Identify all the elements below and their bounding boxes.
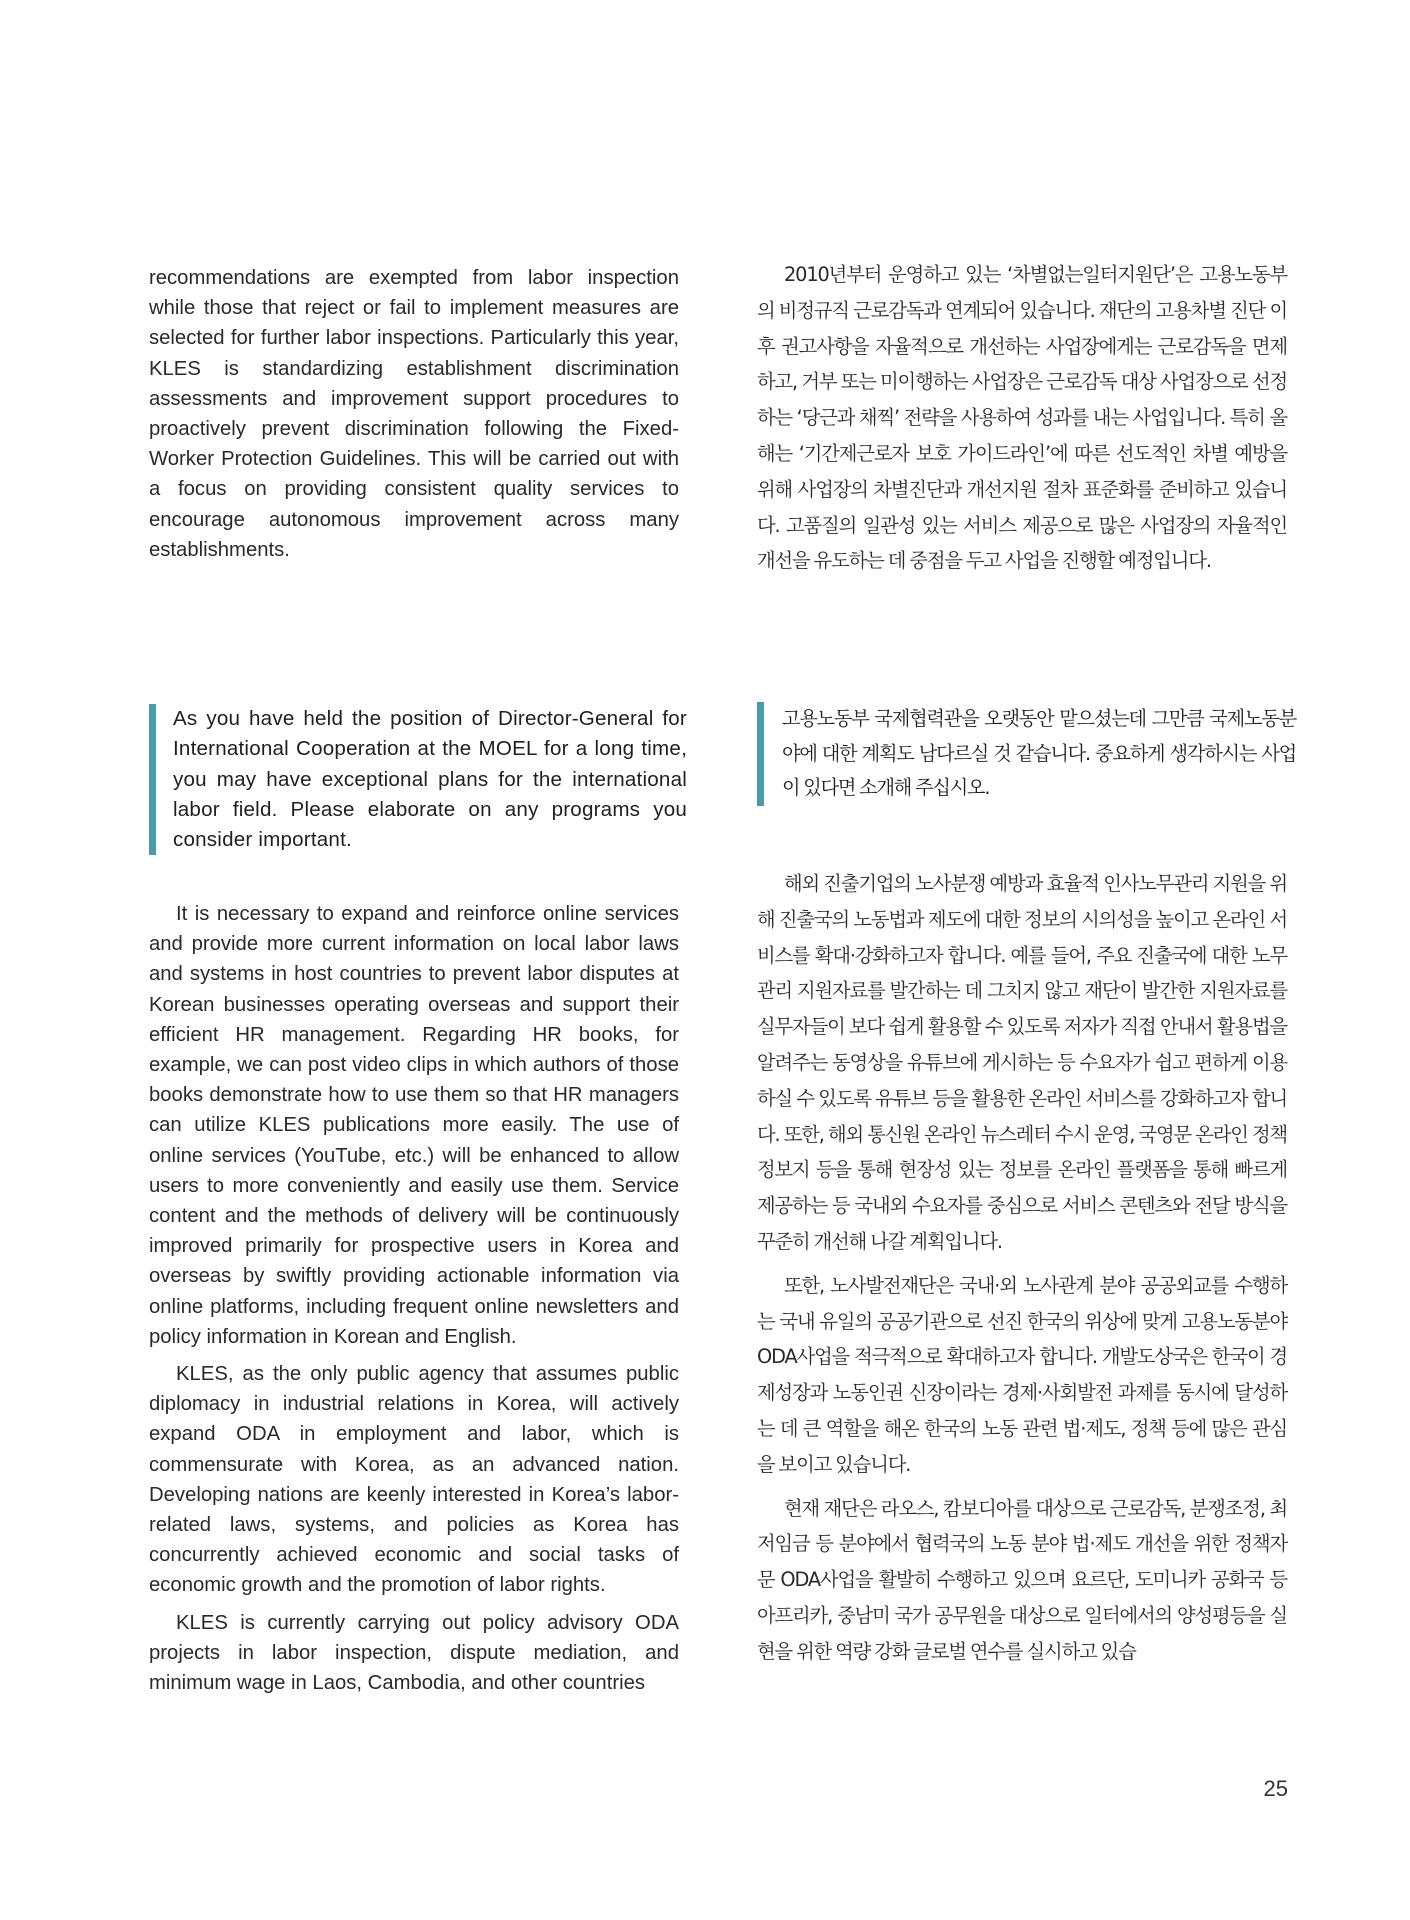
answer-korean-paragraph: 또한, 노사발전재단은 국내·외 노사관계 분야 공공외교를 수행하는 국내 유일의 공공기관으로 선진 한국의 위상에 맞게 고용노동분야 ODA사업을 적극적으로 확대하고자 합니다. 개발도상국은 한국이 경제성장과 노동인권 신장이라는 경제·사회발전 과제를 동시에 달성하는 데 큰 역할을 해온 한국의 노동 관련 법·제도, 정책 등에 많은 관심을 보이고 있습니다. [757,1273,1287,1476]
question-english [149,704,687,855]
answer-english-paragraph: KLES, as the only public agency that assumes public diplomacy in industrial relations in Korea, will actively expand ODA in employment and labor, which is commensurate with Korea, as an advanced nation. Developing nations are keenly interested in Korea’s labor-related laws, systems, and policies as Korea has concurrently achieved economic and social tasks of economic growth and the promotion of labor rights. [149,1363,679,1597]
page-number: 25 [1263,1776,1288,1801]
intro-korean-paragraph: 2010년부터 운영하고 있는 ‘차별없는일터지원단’은 고용노동부의 비정규직 근로감독과 연계되어 있습니다. 재단의 고용차별 진단 이후 권고사항을 자율적으로 개선하는 사업장에게는 근로감독을 면제하고, 거부 또는 미이행하는 사업장은 근로감독 대상 사업장으로 선정하는 ‘당근과 채찍’ 전략을 사용하여 성과를 내는 사업입니다. 특히 올해는 ‘기간제근로자 보호 가이드라인’에 따른 선도적인 차별 예방을 위해 사업장의 차별진단과 개선지원 절차 표준화를 준비하고 있습니다. 고품질의 일관성 있는 서비스 제공으로 많은 사업장의 자율적인 개선을 유도하는 데 중점을 두고 사업을 진행할 예정입니다. [757,263,1287,573]
answer-korean-column [757,866,1287,1670]
intro-korean-column [757,257,1287,579]
answer-korean-paragraph: 현재 재단은 라오스, 캄보디아를 대상으로 근로감독, 분쟁조정, 최저임금 등 분야에서 협력국의 노동 분야 법·제도 개선을 위한 정책자문 ODA사업을 활발히 수행하고 있으며 요르단, 도미니카 공화국 등 아프리카, 중남미 국가 공무원을 대상으로 일터에서의 양성평등을 실현을 위한 역량 강화 글로벌 연수를 실시하고 있습 [757,1496,1287,1663]
question-korean [757,702,1296,806]
answer-korean-paragraph: 해외 진출기업의 노사분쟁 예방과 효율적 인사노무관리 지원을 위해 진출국의 노동법과 제도에 대한 정보의 시의성을 높이고 온라인 서비스를 확대·강화하고자 합니다. 예를 들어, 주요 진출국에 대한 노무관리 지원자료를 발간하는 데 그치지 않고 재단이 발간한 지원자료를 실무자들이 보다 쉽게 활용할 수 있도록 저자가 직접 안내서 활용법을 알려주는 동영상을 유튜브에 게시하는 등 수요자가 쉽고 편하게 이용하실 수 있도록 유튜브 등을 활용한 온라인 서비스를 강화하고자 합니다. 또한, 해외 통신원 온라인 뉴스레터 수시 운영, 국영문 온라인 정책정보지 등을 통해 현장성 있는 정보를 온라인 플랫폼을 통해 빠르게 제공하는 등 국내외 수요자를 중심으로 서비스 콘텐츠와 전달 방식을 꾸준히 개선해 나갈 계획입니다. [757,872,1287,1253]
intro-english-paragraph: recommendations are exempted from labor inspection while those that reject or fail to implement measures are selected for further labor inspections. Particularly this year, KLES is standardizing establishment discrimination assessments and improvement support procedures to proactively prevent discrimination following the Fixed-Worker Protection Guidelines. This will be carried out with a focus on providing consistent quality services to encourage autonomous improvement across many establishments. [149,267,679,561]
answer-english-column [149,899,679,1698]
answer-english-paragraph: It is necessary to expand and reinforce online services and provide more current information on local labor laws and systems in host countries to prevent labor disputes at Korean businesses operating overseas and support their efficient HR management. Regarding HR books, for example, we can post video clips in which authors of those books demonstrate how to use them so that HR managers can utilize KLES publications more easily. The use of online services (YouTube, etc.) will be enhanced to allow users to more conveniently and easily use them. Service content and the methods of delivery will be continuously improved primarily for prospective users in Korea and overseas by swiftly providing actionable information via online platforms, including frequent online newsletters and policy information in Korean and English. [149,903,679,1348]
intro-english-column [149,263,679,565]
answer-english-paragraph: KLES is currently carrying out policy advisory ODA projects in labor inspection, dispute mediation, and minimum wage in Laos, Cambodia, and other countries [149,1611,679,1695]
question-english-text: As you have held the position of Director-General for International Cooperation at the MOEL for a long time, you may have exceptional plans for the international labor field. Please elaborate on any programs you consider important. [173,707,687,852]
question-korean-text: 고용노동부 국제협력관을 오랫동안 맡으셨는데 그만큼 국제노동분야에 대한 계획도 남다르실 것 같습니다. 중요하게 생각하시는 사업이 있다면 소개해 주십시오. [782,707,1296,799]
